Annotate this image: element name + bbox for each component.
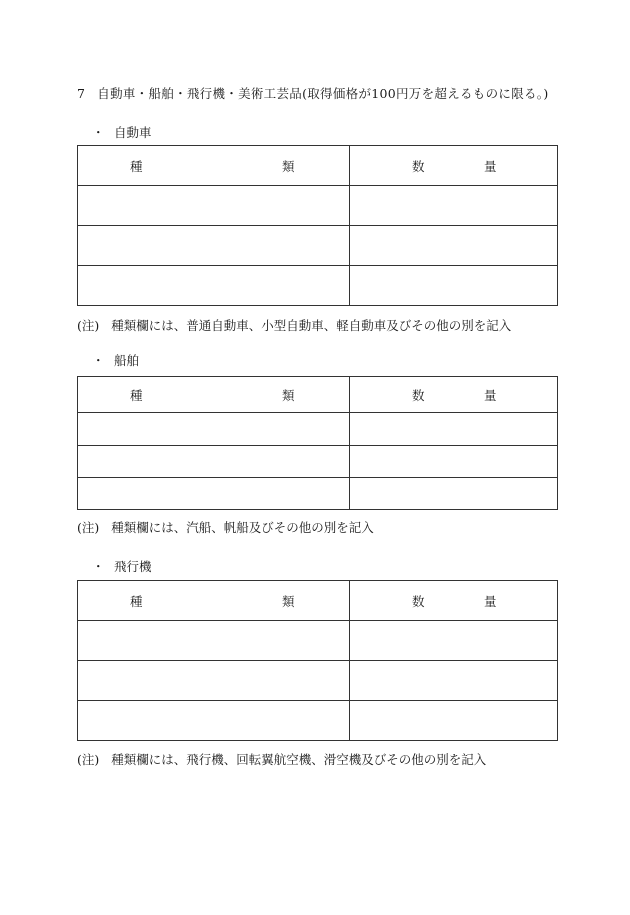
- quantity-cell[interactable]: [350, 478, 558, 510]
- subsection-heading-automobile: [92, 123, 152, 141]
- note-aircraft: [77, 750, 486, 768]
- note-text: 種類欄には、飛行機、回転翼航空機、滑空機及びその他の別を記入: [111, 752, 487, 767]
- quantity-cell[interactable]: [350, 661, 558, 701]
- kind-cell[interactable]: [78, 186, 350, 226]
- quantity-header-cell: [350, 377, 558, 413]
- kind-header-char-1: 種: [130, 593, 143, 609]
- ship-table: [77, 376, 558, 510]
- subsection-label: 船舶: [114, 353, 140, 368]
- qty-header-char-1: 数: [412, 593, 425, 609]
- quantity-header-cell: [350, 581, 558, 621]
- quantity-cell[interactable]: [350, 226, 558, 266]
- kind-header-char-1: 種: [130, 158, 143, 174]
- bullet-marker: ・: [92, 353, 105, 368]
- qty-header-char-1: 数: [412, 158, 425, 174]
- note-label: (注): [77, 752, 100, 767]
- kind-cell[interactable]: [78, 478, 350, 510]
- kind-header-cell: [78, 581, 350, 621]
- quantity-cell[interactable]: [350, 621, 558, 661]
- note-text: 種類欄には、汽船、帆船及びその他の別を記入: [111, 520, 374, 535]
- quantity-cell[interactable]: [350, 701, 558, 741]
- section-number: 7: [77, 86, 86, 101]
- kind-header-cell: [78, 146, 350, 186]
- table-row: [78, 446, 558, 478]
- quantity-cell[interactable]: [350, 413, 558, 446]
- kind-cell[interactable]: [78, 226, 350, 266]
- kind-cell[interactable]: [78, 701, 350, 741]
- kind-cell[interactable]: [78, 413, 350, 446]
- note-label: (注): [77, 520, 100, 535]
- qty-header-char-2: 量: [484, 158, 497, 174]
- table-row: [78, 226, 558, 266]
- bullet-marker: ・: [92, 125, 105, 140]
- kind-header-cell: [78, 377, 350, 413]
- quantity-cell[interactable]: [350, 266, 558, 306]
- kind-header-char-1: 種: [130, 387, 143, 403]
- subsection-heading-ship: [92, 351, 139, 369]
- table-header-row: [78, 581, 558, 621]
- subsection-label: 自動車: [114, 125, 152, 140]
- table-row: [78, 701, 558, 741]
- aircraft-table: [77, 580, 558, 741]
- bullet-marker: ・: [92, 559, 105, 574]
- kind-header-char-2: 類: [282, 593, 295, 609]
- kind-cell[interactable]: [78, 446, 350, 478]
- kind-cell[interactable]: [78, 621, 350, 661]
- table-row: [78, 186, 558, 226]
- section-title-text: 自動車・船舶・飛行機・美術工芸品(取得価格が100円万を超えるものに限る。): [97, 86, 549, 101]
- note-ship: [77, 518, 374, 536]
- table-row: [78, 661, 558, 701]
- table-row: [78, 413, 558, 446]
- quantity-header-cell: [350, 146, 558, 186]
- quantity-cell[interactable]: [350, 186, 558, 226]
- note-text: 種類欄には、普通自動車、小型自動車、軽自動車及びその他の別を記入: [111, 318, 512, 333]
- note-label: (注): [77, 318, 100, 333]
- kind-header-char-2: 類: [282, 387, 295, 403]
- automobile-table: [77, 145, 558, 306]
- quantity-cell[interactable]: [350, 446, 558, 478]
- subsection-label: 飛行機: [114, 559, 152, 574]
- section-title: [77, 84, 549, 102]
- note-automobile: [77, 316, 511, 334]
- qty-header-char-2: 量: [484, 593, 497, 609]
- kind-header-char-2: 類: [282, 158, 295, 174]
- table-header-row: [78, 146, 558, 186]
- qty-header-char-2: 量: [484, 387, 497, 403]
- table-header-row: [78, 377, 558, 413]
- kind-cell[interactable]: [78, 661, 350, 701]
- table-row: [78, 621, 558, 661]
- subsection-heading-aircraft: [92, 557, 152, 575]
- table-row: [78, 478, 558, 510]
- table-row: [78, 266, 558, 306]
- kind-cell[interactable]: [78, 266, 350, 306]
- qty-header-char-1: 数: [412, 387, 425, 403]
